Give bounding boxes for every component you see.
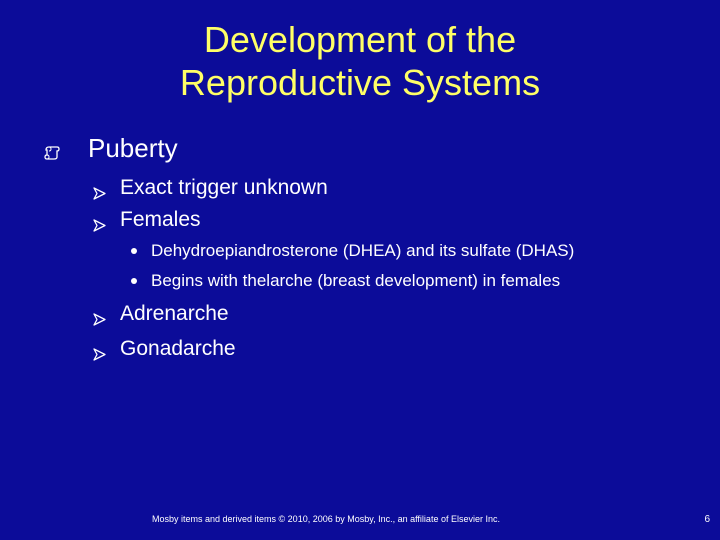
bullet-gonadarche-label: Gonadarche [120, 337, 236, 360]
arrowhead-bullet-icon [93, 182, 106, 195]
bullet-adrenarche [93, 302, 229, 326]
round-dot-bullet-icon [131, 248, 137, 254]
page-number: 6 [704, 514, 710, 525]
bullet-thelarche-label: Begins with thelarche (breast development) in females [151, 271, 561, 290]
copyright-footer: Mosby items and derived items © 2010, 2006 by Mosby, Inc., an affiliate of Elsevier Inc. [152, 514, 500, 524]
arrowhead-bullet-icon [93, 214, 106, 227]
title-line-1: Development of the [203, 19, 517, 60]
title-line-2: Reproductive Systems [179, 62, 541, 103]
slide-title [0, 18, 720, 104]
bullet-exact-trigger [93, 176, 328, 200]
scroll-bullet-icon [44, 145, 60, 161]
bullet-puberty [44, 133, 178, 164]
bullet-females [93, 208, 201, 232]
bullet-puberty-label: Puberty [88, 133, 178, 163]
bullet-thelarche [131, 271, 560, 291]
bullet-dhea-label: Dehydroepiandrosterone (DHEA) and its sulfate (DHAS) [151, 241, 575, 260]
arrowhead-bullet-icon [93, 308, 106, 321]
round-dot-bullet-icon [131, 278, 137, 284]
bullet-exact-trigger-label: Exact trigger unknown [120, 176, 328, 199]
bullet-females-label: Females [120, 208, 201, 231]
arrowhead-bullet-icon [93, 343, 106, 356]
bullet-dhea [131, 241, 574, 261]
bullet-gonadarche [93, 337, 236, 361]
bullet-adrenarche-label: Adrenarche [120, 302, 229, 325]
